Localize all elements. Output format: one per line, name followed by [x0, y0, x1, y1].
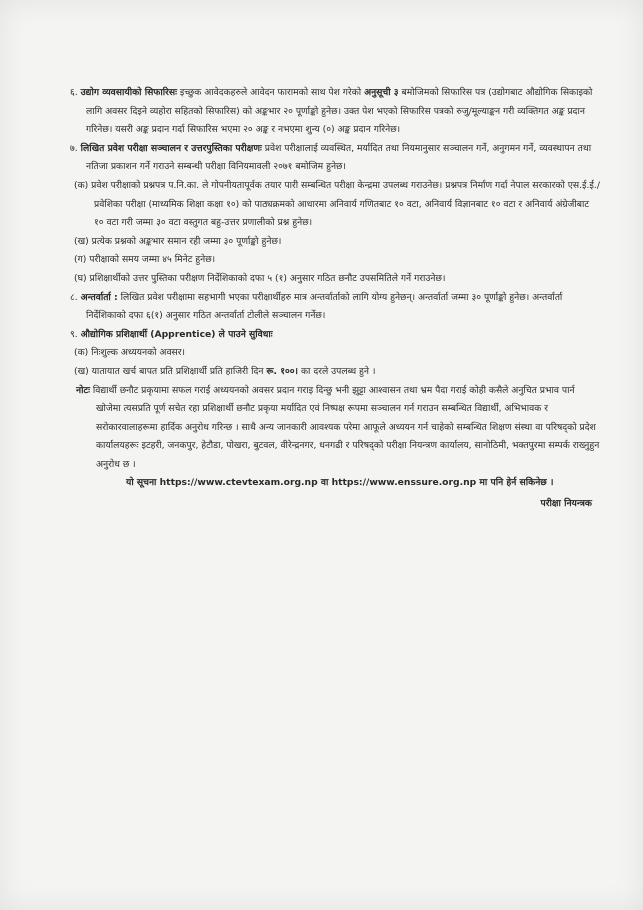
clause-gha: (घ) प्रशिक्षार्थीको उत्तर पुस्तिका परीक्षण निर्देशिकाको दफा ५ (१) अनुसार गठित छनौट उपसमितिले गर्ने गराउनेछ।: [74, 272, 446, 284]
clause-kha: [70, 363, 600, 382]
section-9: [70, 326, 600, 475]
section-number: ७.: [70, 142, 78, 154]
section-text: इच्छुक आवेदकहरुले आवेदन फारामको साथ पेश गरेको: [176, 87, 365, 98]
note-label: नोटः: [76, 384, 90, 396]
section-8: [70, 289, 600, 326]
section-text: प्रवेश परीक्षालाई व्यवस्थित, मर्यादित तथा नियमानुसार सञ्चालन गर्ने, अनुगमन गर्ने, व्यवस्थापन तथा नतिजा प्रकाशन गर्ने गराउने सम्बन्धी परीक्षा विनियमावली २०७१ बमोजिम हुनेछ।: [86, 142, 592, 173]
signature-title: परीक्षा नियन्त्रक: [540, 498, 592, 510]
section-title: लिखित प्रवेश परीक्षा सञ्चालन र उत्तरपुस्तिका परीक्षणः: [80, 142, 262, 154]
section-number: ९.: [70, 328, 78, 340]
website-notice-text: यो सूचना: [126, 477, 160, 489]
section-number: ६.: [70, 87, 78, 98]
section-title: औद्योगिक प्रशिक्षार्थी (Apprentice) ले पाउने सुविधाः: [80, 328, 273, 340]
clause-text: (ख) यातायात खर्च बापत प्रति प्रशिक्षार्थी प्रति हाजिरी दिन: [74, 365, 267, 377]
section-title: उद्योग व्यवसायीको सिफारिसः: [80, 87, 177, 98]
section-title: अन्तर्वार्ता :: [80, 291, 118, 303]
website-notice-text: मा पनि हेर्न सकिनेछ ।: [476, 477, 554, 489]
note-text: विद्यार्थी छनौट प्रकृयामा सफल गराई अध्ययनको अवसर प्रदान गराइ दिन्छु भनी झुट्टा आश्वासन तथा भ्रम पैदा गराई कोही कसैले अनुचित प्रभाव पार्न खोजेमा त्यसप्रति पूर्ण सचेत रहा प्रशिक्षार्थी छनौट प्रकृया मर्यादित एवं निष्पक्ष रूपमा सञ्चालन गर्न गराउन सम्बन्धित विद्यार्थी, अभिभावक र सरोकारवालाहरूमा हार्दिक अनुरोध गरिन्छ । साथै अन्य जानकारी आवश्यक परेमा आफूले अध्ययन गर्न चाहेको सम्बन्धित शिक्षण संस्था वा परिषद्को प्रदेश कार्यालयहरूः इटहरी, जनकपुर, हेटौडा, पोखरा, बुटवल, वीरेन्द्रनगर, धनगढी र परिषद्को परीक्षा नियन्त्रण कार्यालय, सानोठिमी, भक्तपुरमा सम्पर्क राख्नुहुन अनुरोध छ ।: [89, 384, 600, 470]
section-6: [70, 84, 600, 140]
website-notice-text: वा: [317, 477, 332, 489]
annex-label: अनुसूची ३: [364, 87, 399, 98]
website-link[interactable]: https://www.ctevtexam.org.np: [159, 477, 318, 489]
clause-text: का दरले उपलब्ध हुने ।: [298, 365, 376, 377]
clause-ka: (क) प्रवेश परीक्षाको प्रश्नपत्र प.नि.का. ले गोपनीयतापूर्वक तयार पारी सम्बन्धित परीक्षा केन्द्रमा उपलब्ध गराउनेछ। प्रश्नपत्र निर्माण गर्दा नेपाल सरकारको एस.ई.ई./प्रवेशिका परीक्षा (माध्यमिक शिक्षा कक्षा १०) को पाठ्यक्रमको आधारमा अनिवार्य गणितबाट १० वटा, अनिवार्य विज्ञानबाट १० वटा र अनिवार्य अंग्रेजीबाट १० वटा गरी जम्मा ३० वटा वस्तुगत बहु-उत्तर प्रणालीको प्रश्न हुनेछ।: [74, 179, 600, 229]
section-number: ८.: [70, 291, 78, 303]
note: [76, 382, 600, 475]
section-text: लिखित प्रवेश परीक्षामा सहभागी भएका परीक्षार्थीहरु मात्र अन्तर्वार्ताको लागि योग्य हुनेछन्। अन्तर्वार्ता जम्मा ३० पूर्णाङ्को हुनेछ। अन्तर्वार्ता निर्देशिकाको दफा ६(१) अनुसार गठित अन्तर्वार्ता टोलीले सञ्चालन गर्नेछ।: [86, 291, 563, 322]
website-link[interactable]: https://www.enssure.org.np: [331, 477, 477, 489]
clause-ga: (ग) परीक्षाको समय जम्मा ४५ मिनेट हुनेछ।: [74, 254, 216, 266]
allowance-amount: रू. १००।: [266, 365, 299, 377]
clause-kha: (ख) प्रत्येक प्रश्नको अङ्कभार समान रही जम्मा ३० पूर्णाङ्को हुनेछ।: [74, 235, 282, 247]
clause-ka: (क) निःशुल्क अध्ययनको अवसर।: [74, 347, 186, 359]
section-text: बमोजिमको सिफारिस पत्र (उद्योगबाट औद्योगिक सिकाइको लागि अवसर दिइने व्यहोरा सहितको सिफारिस) को अङ्कभार २० पूर्णाङ्को हुनेछ। उक्त पेश भएको सिफारिस पत्रको रुजु/मूल्याङ्कन गरी व्यक्तिगत अङ्क प्रदान गरिनेछ। यसरी अङ्क प्रदान गर्दा सिफारिस भएमा २० अङ्क र नभएमा शुन्य (०) अङ्क प्रदान गरिनेछ।: [86, 87, 593, 136]
website-notice: [70, 474, 600, 493]
section-7: [70, 140, 600, 289]
notice-body: [70, 84, 600, 514]
